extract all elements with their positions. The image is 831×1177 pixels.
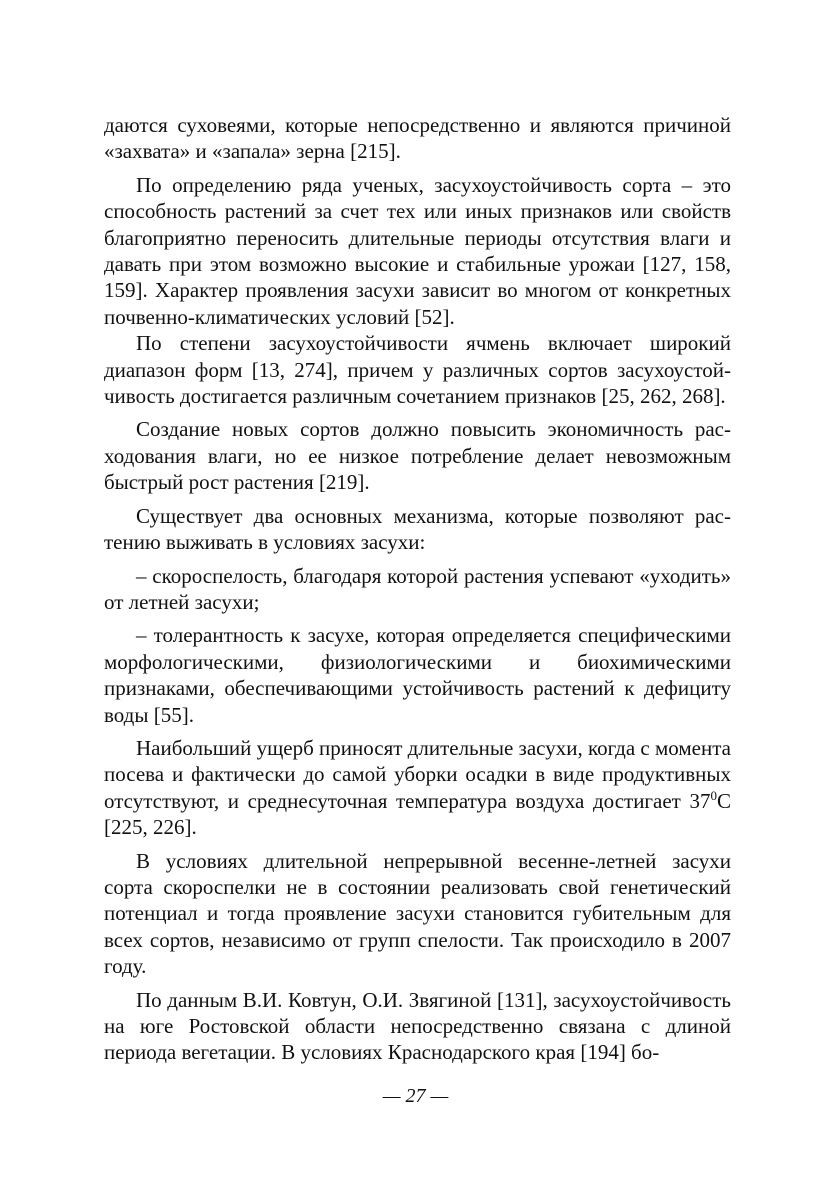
paragraph-4: Создание новых сортов должно повысить экономичность расходования влаги, но ее низкое потребление делает невозможным быстрый рост растения [219]. xyxy=(104,417,731,495)
paragraph-2: По определению ряда ученых, засухоустойчивость сорта – это способность растений за счет тех или иных признаков или свойств благоприятно переносить длительные периоды отсутствия влаги и давать при этом возможно высокие и стабильные урожаи [127, 158, 159]. Характер проявления засухи зависит во многом от конкретных почвенно-климатических условий [52]. xyxy=(104,172,731,329)
paragraph-1: даются суховеями, которые непосредственно и являются причиной «захвата» и «запала» зерна [215]. xyxy=(104,113,731,164)
paragraph-5: Существует два основных механизма, которые позволяют растению выживать в условиях засухи: xyxy=(104,503,731,555)
paragraph-6: – скороспелость, благодаря которой растения успевают «уходить» от летней засухи; xyxy=(104,563,731,614)
degree-superscript: 0 xyxy=(710,787,717,803)
paragraph-8 xyxy=(104,735,731,841)
paragraph-10: По данным В.И. Ковтун, О.И. Звягиной [131], засухоустойчивость на юге Ростовской области непосредственно связана с длиной периода вегетации. В условиях Краснодарского края [194] бо- xyxy=(104,987,731,1065)
page-body xyxy=(104,112,731,1066)
page-number: — 27 — xyxy=(382,1085,449,1107)
paragraph-3: По степени засухоустойчивости ячмень включает широкий диапазон форм [13, 274], причем у различных сортов засухоустойчивость достигается различным сочетанием признаков [25, 262, 268]. xyxy=(104,331,731,409)
paragraph-9: В условиях длительной непрерывной весенне-летней засухи сорта скороспелки не в состоянии реализовать свой генетический потенциал и тогда проявление засухи становится губительным для всех сортов, независимо от групп спелости. Так происходило в 2007 году. xyxy=(104,848,731,979)
paragraph-8-text: Наибольший ущерб приносят длительные засухи, когда с момента посева и фактически до самой уборки осадки в виде продуктивных отсутствуют, и среднесуточная температура воздуха достигает 37 xyxy=(104,735,731,813)
paragraph-8-text-end: С [225, 226]. xyxy=(104,788,731,840)
paragraph-7: – толерантность к засухе, которая определяется специфическими морфологическими, физиологическими и биохимическими признаками, обеспечивающими устойчивость растений к дефициту воды [55]. xyxy=(104,623,731,727)
